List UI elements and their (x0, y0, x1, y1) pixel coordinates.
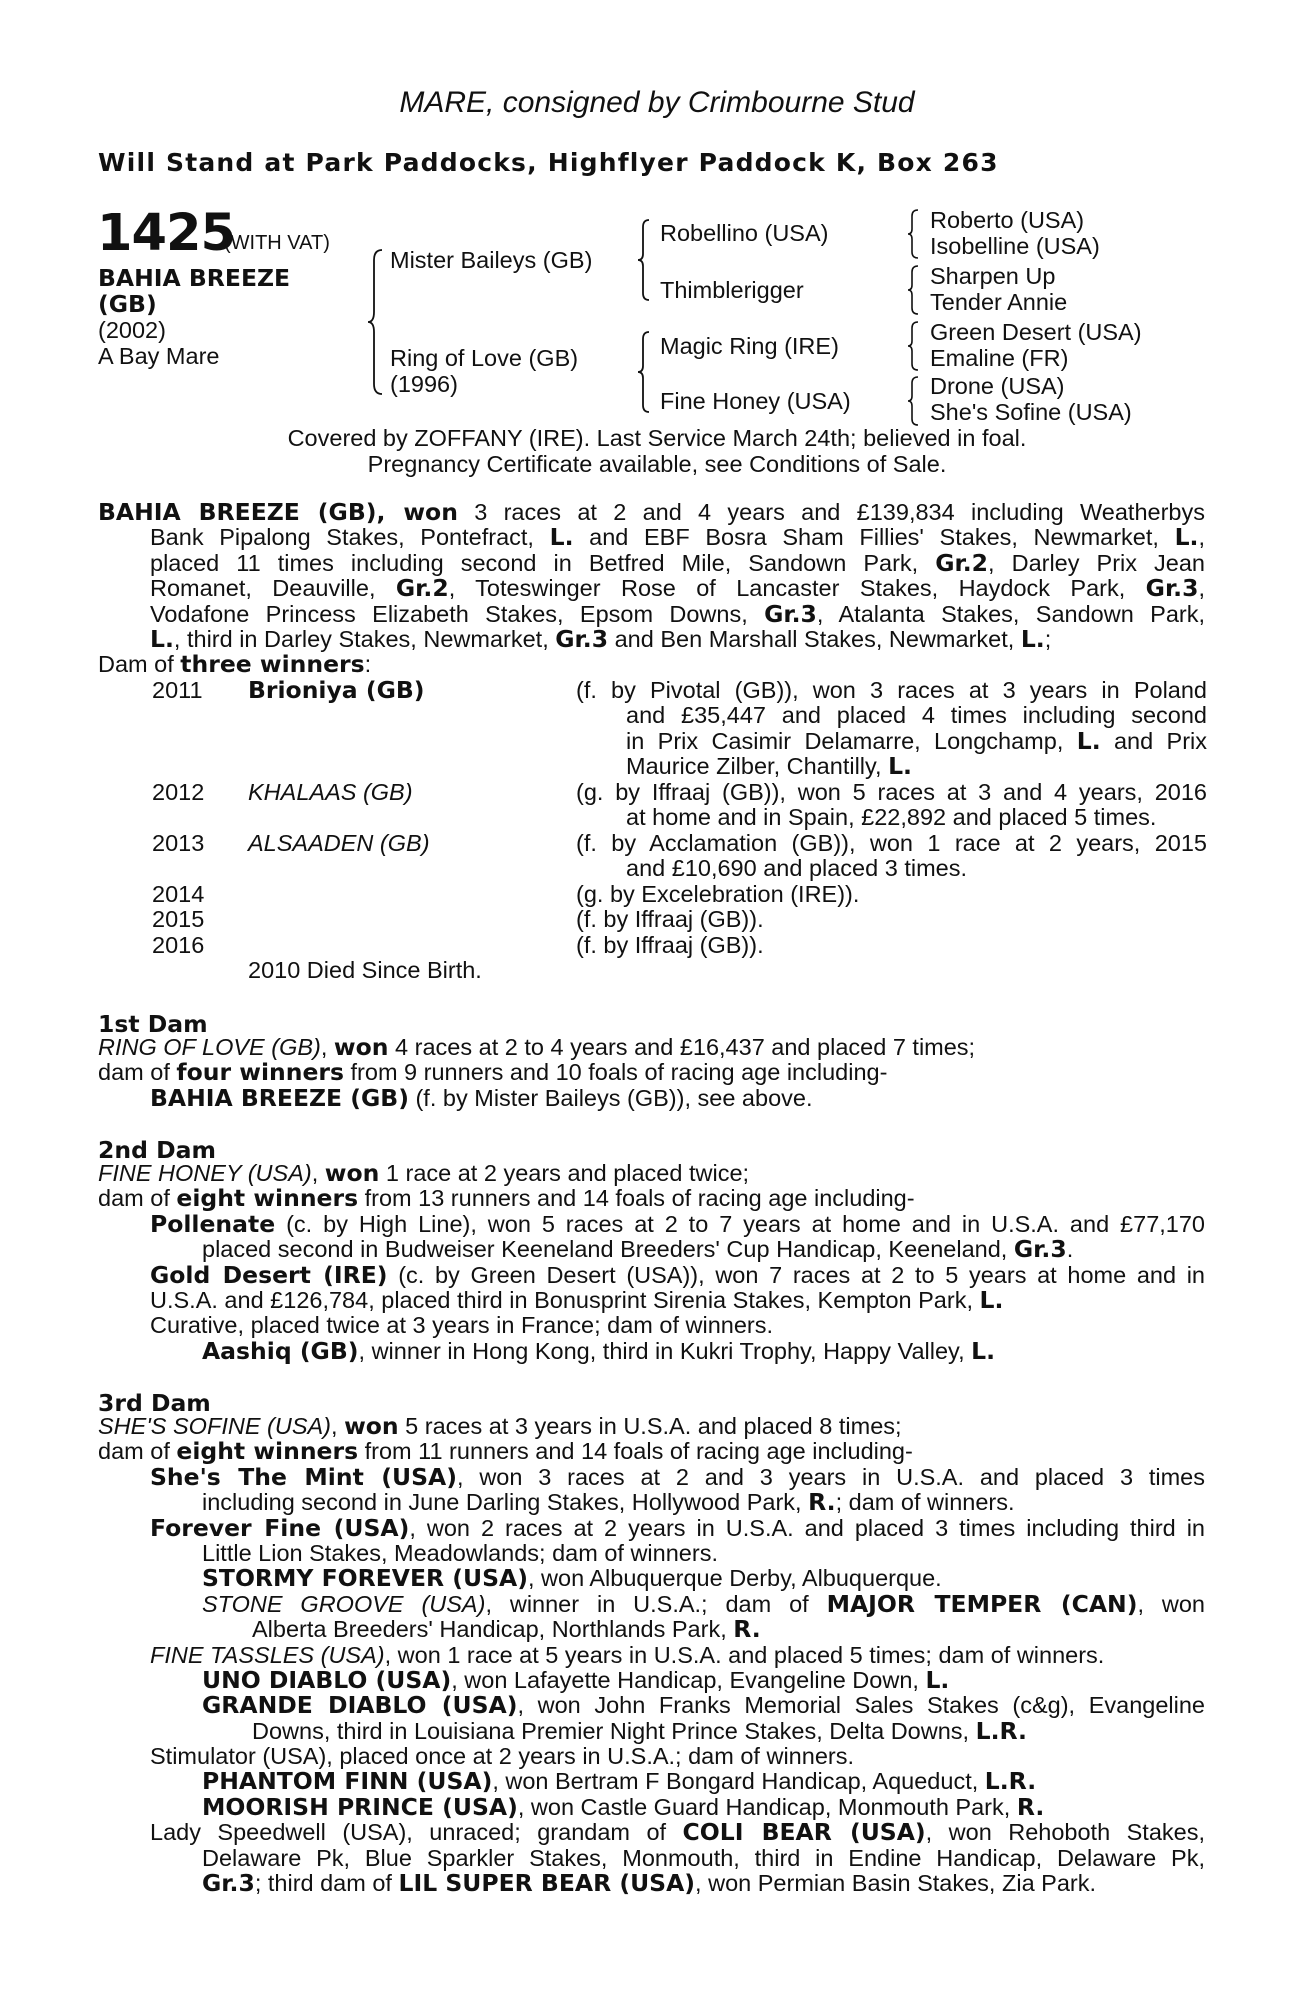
progeny-detail-line: at home and in Spain, £22,892 and placed 5 times. (626, 804, 1157, 831)
race-grade: L. (1174, 523, 1199, 552)
dam-text: from 13 runners and 14 foals of racing age including- (358, 1185, 915, 1212)
winners-count: four winners (176, 1058, 344, 1087)
dam-of-label: : (364, 651, 372, 678)
progeny-details (576, 678, 1207, 780)
race-grade: Gr.2 (935, 548, 989, 577)
winners-count: eight winners (176, 1184, 359, 1213)
progeny-detail-line: (g. by Iffraaj (GB)), won 5 races at 3 and 4 years, 2016 (576, 779, 1207, 805)
pedigree-dam-dam: Fine Honey (USA) (660, 388, 851, 414)
race-record-text: ; (1044, 625, 1052, 652)
progeny-detail-line: (f. by Acclamation (GB)), won 1 race at 2 years, 2015 (576, 830, 1207, 856)
pedigree-gg3: Sharpen Up (930, 263, 1056, 289)
progeny-detail-line: (f. by Pivotal (GB)), won 3 races at 3 years in Poland (576, 677, 1207, 703)
race-grade: R. (808, 1488, 836, 1517)
dam-text: , won Lafayette Handicap, Evangeline Down, (451, 1666, 926, 1693)
pedigree-brace-g3 (906, 320, 920, 372)
lot-number: 1425 (97, 204, 235, 263)
third-dam-heading: 3rd Dam (98, 1389, 211, 1417)
progeny-detail-text: and Prix (1100, 727, 1208, 754)
progeny-year: 2012 (152, 779, 205, 805)
race-record-name: BAHIA BREEZE (GB), won (98, 498, 458, 526)
progeny-name: Gold Desert (IRE) (150, 1260, 388, 1289)
winners-count: eight winners (176, 1437, 359, 1466)
race-grade: Gr.3 (764, 599, 817, 628)
race-grade: Gr.2 (395, 574, 449, 603)
progeny-name: STORMY FOREVER (USA) (202, 1564, 528, 1593)
progeny-name: MAJOR TEMPER (CAN) (826, 1589, 1138, 1618)
won-label: won (333, 1033, 389, 1061)
race-grade: L.R. (975, 1716, 1027, 1745)
dam-text: , (331, 1413, 345, 1439)
progeny-details (576, 882, 1207, 907)
race-record (98, 500, 1205, 678)
pedigree-brace-main (366, 248, 386, 396)
race-grade: L.R. (984, 1767, 1037, 1796)
dam-text: placed second in Budweiser Keeneland Breeders' Cup Handicap, Keeneland, (202, 1236, 1014, 1263)
dam-text: , (311, 1160, 325, 1186)
dam-text: , winner in Hong Kong, third in Kukri Trophy, Happy Valley, (358, 1337, 972, 1364)
dam-text: Delaware Pk, Blue Sparkler Stakes, Monmouth, third in Endine Handicap, Delaware Pk, (202, 1844, 1205, 1871)
progeny-detail-line: (f. by Iffraaj (GB)). (576, 906, 764, 932)
dam-text: . (1066, 1236, 1074, 1263)
pedigree-brace-g1 (906, 208, 920, 260)
dam-text: Stimulator (USA), placed once at 2 years in U.S.A.; dam of winners. (150, 1743, 854, 1770)
horse-name: BAHIA BREEZE (98, 264, 291, 292)
race-record-text: , Darley Prix Jean (988, 549, 1206, 576)
race-record-text: , (1198, 524, 1205, 551)
dam-text: Curative, placed twice at 3 years in France; dam of winners. (150, 1312, 774, 1339)
dam-text: Lady Speedwell (USA), unraced; grandam of (150, 1819, 683, 1846)
lot-subtitle: MARE, consigned by Crimbourne Stud (399, 86, 915, 119)
dam-text: 5 races at 3 years in U.S.A. and placed 8 times; (398, 1413, 902, 1439)
progeny-detail-text: Maurice Zilber, Chantilly, (626, 753, 889, 780)
pedigree-sire-sire: Robellino (USA) (660, 220, 829, 246)
progeny-name: Forever Fine (USA) (150, 1513, 410, 1542)
race-record-text: and EBF Bosra Sham Fillies' Stakes, Newmarket, (573, 524, 1175, 551)
race-record-text: and Ben Marshall Stakes, Newmarket, (608, 625, 1021, 652)
race-record-text: 3 races at 2 and 4 years and £139,834 including Weatherbys (457, 499, 1205, 525)
dam-text: 4 races at 2 to 4 years and £16,437 and placed 7 times; (388, 1034, 976, 1060)
first-dam-heading: 1st Dam (98, 1010, 208, 1038)
race-record-text: Vodafone Princess Elizabeth Stakes, Epsom Downs, (150, 600, 765, 627)
race-grade: L. (888, 752, 912, 781)
vat-note: (WITH VAT) (224, 232, 330, 254)
dam-of-label: Dam of (98, 651, 181, 678)
dam-text: Little Lion Stakes, Meadowlands; dam of winners. (202, 1539, 718, 1566)
dam-text: , winner in U.S.A.; dam of (485, 1590, 827, 1617)
dam-text: U.S.A. and £126,784, placed third in Bonusprint Sirenia Stakes, Kempton Park, (150, 1286, 980, 1313)
dam-text: , won 2 races at 2 years in U.S.A. and placed 3 times including third in (409, 1514, 1205, 1541)
dam-text: from 11 runners and 14 foals of racing age including- (358, 1438, 913, 1465)
race-record-text: , Toteswinger Rose of Lancaster Stakes, Haydock Park, (448, 575, 1146, 602)
race-grade: Gr.3 (555, 624, 609, 653)
dam-text: , won Bertram F Bongard Handicap, Aqueduct, (492, 1768, 985, 1795)
stand-location: Will Stand at Park Paddocks, Highflyer Paddock K, Box 263 (98, 148, 999, 177)
race-grade: L. (971, 1336, 996, 1365)
died-note: 2010 Died Since Birth. (248, 957, 482, 983)
dam-text: , won Rehoboth Stakes, (925, 1819, 1206, 1846)
progeny-name: Brioniya (GB) (248, 676, 425, 704)
dam-text: , won John Franks Memorial Sales Stakes (c&g), Evangeline (517, 1692, 1205, 1719)
race-grade: Gr.3 (1013, 1235, 1067, 1264)
progeny-name: COLI BEAR (USA) (682, 1818, 926, 1847)
second-dam-heading: 2nd Dam (98, 1136, 216, 1164)
progeny-details (576, 933, 1207, 958)
pedigree-dam-sire: Magic Ring (IRE) (660, 333, 839, 359)
dam-text: Downs, third in Louisiana Premier Night Prince Stakes, Delta Downs, (252, 1717, 976, 1744)
race-grade: R. (1016, 1792, 1045, 1821)
progeny-name: GRANDE DIABLO (USA) (202, 1691, 518, 1720)
progeny-year: 2011 (152, 677, 203, 703)
race-record-text: placed 11 times including second in Betfred Mile, Sandown Park, (150, 549, 936, 576)
pedigree-gg1: Roberto (USA) (930, 207, 1085, 233)
progeny-name: BAHIA BREEZE (GB) (150, 1083, 409, 1112)
progeny-name: She's The Mint (USA) (150, 1462, 457, 1491)
pedigree-sire: Mister Baileys (GB) (390, 247, 593, 273)
pedigree-dam-year: (1996) (390, 371, 458, 397)
progeny-name: ALSAADEN (GB) (248, 830, 430, 856)
dam-text: dam of (98, 1059, 177, 1086)
pedigree-brace-g4 (906, 375, 920, 427)
progeny-name: PHANTOM FINN (USA) (202, 1767, 493, 1796)
race-record-text: Bank Pipalong Stakes, Pontefract, (150, 524, 550, 551)
horse-origin: (GB) (98, 290, 157, 318)
race-record-text: , Atalanta Stakes, Sandown Park, (816, 600, 1205, 627)
progeny-name: UNO DIABLO (USA) (202, 1665, 452, 1694)
dam-text: Alberta Breeders' Handicap, Northlands Park, (252, 1616, 734, 1643)
horse-description: A Bay Mare (98, 343, 220, 369)
horse-year: (2002) (98, 317, 166, 343)
race-record-text: , third in Darley Stakes, Newmarket, (173, 625, 556, 652)
race-grade: L. (925, 1665, 950, 1694)
dam-text: , won Permian Basin Stakes, Zia Park. (695, 1870, 1097, 1897)
race-grade: R. (733, 1615, 761, 1644)
progeny-name: KHALAAS (GB) (248, 779, 413, 805)
pedigree-gg4: Tender Annie (930, 289, 1068, 315)
dam-text: , won 3 races at 2 and 3 years in U.S.A. and placed 3 times (456, 1463, 1205, 1490)
dam-text: including second in June Darling Stakes, Hollywood Park, (202, 1489, 809, 1516)
race-grade: L. (150, 624, 174, 653)
race-grade: Gr.3 (1145, 574, 1199, 603)
dam-text: (c. by High Line), won 5 races at 2 to 7 years at home and in U.S.A. and £77,170 (275, 1210, 1205, 1237)
progeny-name: FINE TASSLES (USA) (150, 1641, 385, 1668)
pedigree-gg8: She's Sofine (USA) (930, 399, 1132, 425)
race-grade: L. (549, 523, 574, 552)
pedigree-gg7: Drone (USA) (930, 373, 1065, 399)
progeny-name: Aashiq (GB) (202, 1336, 359, 1365)
pregnancy-note: Pregnancy Certificate available, see Conditions of Sale. (367, 451, 947, 477)
race-grade: L. (1076, 726, 1101, 755)
dam-text: ; dam of winners. (835, 1489, 1015, 1516)
dam-name: RING OF LOVE (GB) (98, 1034, 321, 1060)
first-dam-section (98, 1035, 1205, 1111)
dam-text: , won 1 race at 5 years in U.S.A. and placed 5 times; dam of winners. (384, 1641, 1105, 1668)
race-grade: L. (979, 1285, 1004, 1314)
pedigree-gg2: Isobelline (USA) (930, 233, 1100, 259)
pedigree-sire-dam: Thimblerigger (660, 277, 804, 303)
won-label: won (344, 1412, 399, 1440)
pedigree-gg5: Green Desert (USA) (930, 319, 1142, 345)
dam-text: 1 race at 2 years and placed twice; (379, 1160, 750, 1186)
dam-text: (c. by Green Desert (USA)), won 7 races at 2 to 5 years at home and in (387, 1261, 1205, 1288)
progeny-name: Pollenate (150, 1209, 276, 1238)
progeny-detail-line: and £35,447 and placed 4 times including second (626, 702, 1207, 729)
pedigree-brace-dam (636, 330, 652, 414)
progeny-name: STONE GROOVE (USA) (202, 1590, 486, 1617)
progeny-detail-text: in Prix Casimir Delamarre, Longchamp, (626, 727, 1077, 754)
dam-name: SHE'S SOFINE (USA) (98, 1413, 331, 1439)
race-grade: L. (1020, 624, 1045, 653)
progeny-details (576, 907, 1207, 932)
dam-text: , won Albuquerque Derby, Albuquerque. (527, 1565, 942, 1592)
progeny-name: LIL SUPER BEAR (USA) (398, 1869, 696, 1898)
dam-text: dam of (98, 1438, 177, 1465)
dam-text: ; third dam of (254, 1870, 399, 1897)
dam-text: , won (1137, 1590, 1205, 1617)
dam-text: (f. by Mister Baileys (GB)), see above. (408, 1084, 813, 1111)
winners-count: three winners (180, 650, 365, 679)
covering-note: Covered by ZOFFANY (IRE). Last Service March 24th; believed in foal. (287, 425, 1027, 451)
dam-text: , (320, 1034, 334, 1060)
progeny-details (576, 831, 1207, 882)
race-record-text: , (1198, 575, 1205, 602)
dam-text: dam of (98, 1185, 177, 1212)
pedigree-gg6: Emaline (FR) (930, 345, 1069, 371)
progeny-name: MOORISH PRINCE (USA) (202, 1792, 518, 1821)
won-label: won (324, 1159, 380, 1187)
progeny-year: 2015 (152, 906, 205, 932)
pedigree-brace-g2 (906, 264, 920, 316)
second-dam-section (98, 1161, 1205, 1364)
progeny-detail-line: (f. by Iffraaj (GB)). (576, 932, 764, 958)
dam-name: FINE HONEY (USA) (98, 1160, 312, 1186)
progeny-year: 2016 (152, 932, 205, 958)
race-record-text: Romanet, Deauville, (150, 575, 396, 602)
progeny-year: 2014 (152, 881, 205, 907)
race-grade: Gr.3 (202, 1869, 255, 1898)
pedigree-brace-sire (636, 218, 652, 302)
progeny-detail-line: and £10,690 and placed 3 times. (626, 855, 968, 882)
progeny-year: 2013 (152, 830, 205, 856)
dam-text: , won Castle Guard Handicap, Monmouth Park, (517, 1793, 1017, 1820)
dam-text: from 9 runners and 10 foals of racing age including- (344, 1059, 888, 1086)
third-dam-section (98, 1414, 1205, 1896)
pedigree-dam: Ring of Love (GB) (390, 345, 579, 371)
progeny-detail-line: (g. by Excelebration (IRE)). (576, 881, 860, 907)
progeny-details (576, 780, 1207, 831)
